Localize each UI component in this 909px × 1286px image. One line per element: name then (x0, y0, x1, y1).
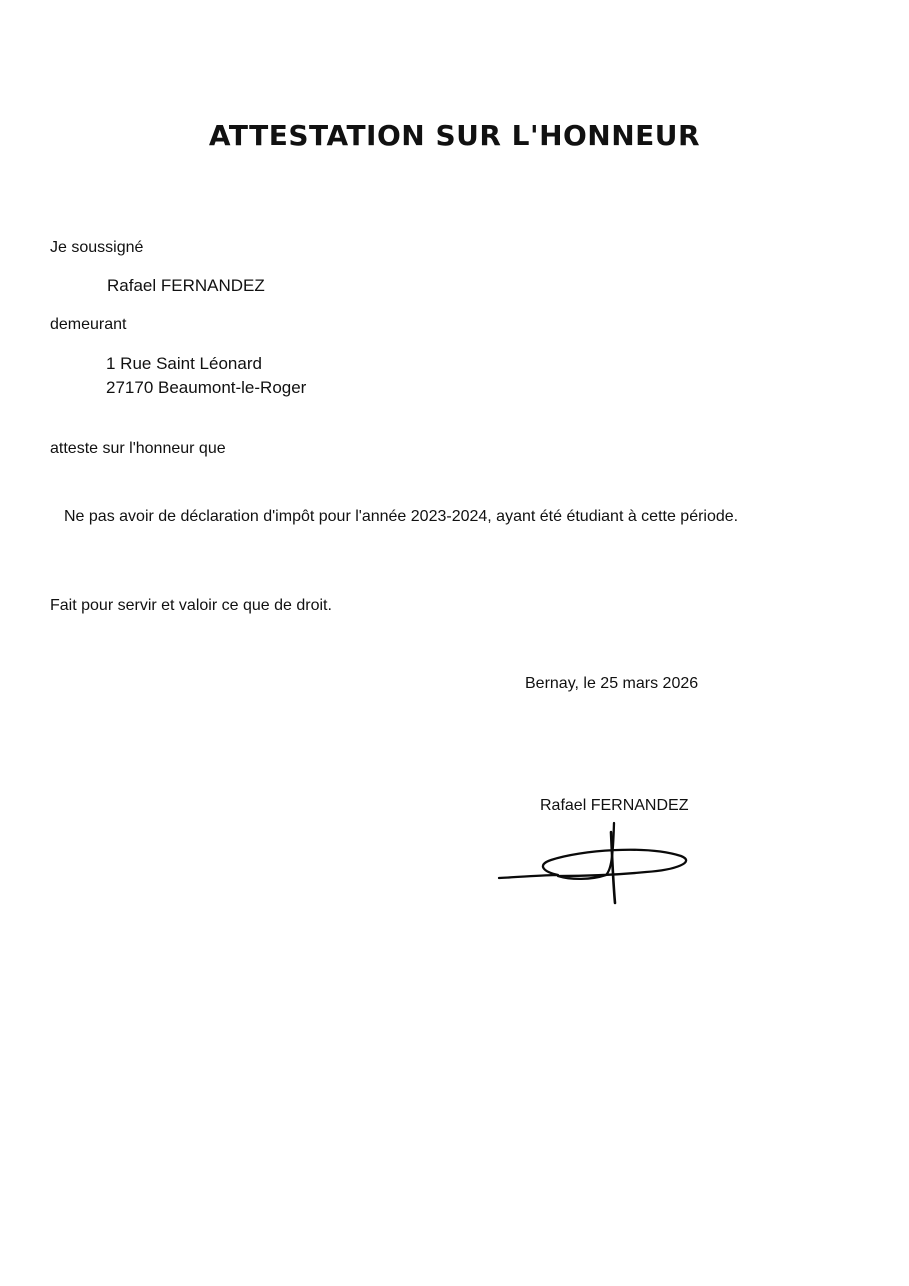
statement-text: Ne pas avoir de déclaration d'impôt pour l'année 2023-2024, ayant été étudiant à cette période. (64, 508, 739, 525)
place-date: Bernay, le 25 mars 2026 (525, 675, 699, 692)
signatory-name: Rafael FERNANDEZ (540, 797, 689, 814)
closing-text: Fait pour servir et valoir ce que de droit. (50, 597, 332, 614)
declarant-name: Rafael FERNANDEZ (107, 276, 265, 295)
intro-text: Je soussigné (50, 239, 144, 256)
residence-label: demeurant (50, 316, 127, 333)
address-line-2: 27170 Beaumont-le-Roger (106, 378, 307, 397)
attest-label: atteste sur l'honneur que (50, 440, 226, 457)
document-title: ATTESTATION SUR L'HONNEUR (208, 119, 701, 152)
handwritten-signature (496, 820, 696, 910)
address-line-1: 1 Rue Saint Léonard (106, 354, 262, 373)
